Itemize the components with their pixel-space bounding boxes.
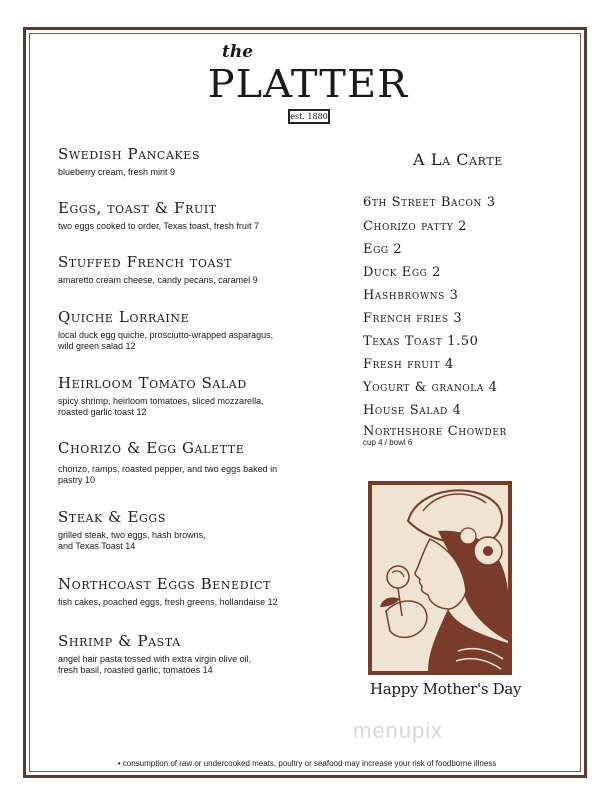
logo-est-badge: est. 1880 [288,109,330,124]
menu-item-title: Northcoast Eggs Benedict [58,575,272,593]
menu-item-title: Quiche Lorraine [58,308,190,326]
menu-item-title: Swedish Pancakes [58,145,201,163]
menu-item-desc: two eggs cooked to order, Texas toast, fresh fruit 7 [58,221,259,231]
menu-item-desc: fish cakes, poached eggs, fresh greens, hollandaise 12 [58,597,278,607]
chowder-note: cup 4 / bowl 6 [363,438,413,447]
menu-item-desc: angel hair pasta tossed with extra virgin olive oil, fresh basil, roasted garlic, tomatoes 14 [58,654,252,675]
a-la-carte-item: Texas Toast 1.50 [363,334,479,349]
menu-item [58,632,348,676]
menu-item-desc: spicy shrimp, heirloom tomatoes, sliced mozzarella, roasted garlic toast 12 [58,396,264,417]
menu-item-desc: amaretto cream cheese, candy pecans, caramel 9 [58,275,258,285]
a-la-carte-item: House Salad 4 [363,403,462,418]
menu-item [58,439,348,486]
menu-item [58,145,348,178]
logo-the: the [222,42,254,62]
menu-item-title: Heirloom Tomato Salad [58,374,247,392]
menu-item-desc: blueberry cream, fresh mint 9 [58,167,176,177]
food-safety-disclaimer: • consumption of raw or undercooked meats, poultry or seafood may increase your risk of foodborne illness [117,759,497,768]
a-la-carte-item: Duck Egg 2 [363,265,442,280]
a-la-carte-item: Yogurt & granola 4 [363,380,498,395]
a-la-carte-item: Hashbrowns 3 [363,288,459,303]
logo-name: PLATTER [207,62,409,106]
menu-item-desc: local duck egg quiche, prosciutto-wrapped asparagus, wild green salad 12 [58,330,274,351]
a-la-carte-item: Northshore Chowder [363,424,507,439]
menu-item-desc: chorizo, ramps, roasted pepper, and two eggs baked in pastry 10 [58,464,278,485]
menu-item-title: Shrimp & Pasta [58,632,181,650]
a-la-carte-item: Egg 2 [363,242,403,257]
menu-item [58,199,348,232]
menu-item [58,374,348,418]
menu-item [58,508,348,552]
a-la-carte-item: 6th Street Bacon 3 [363,195,496,210]
menu-item-title: Eggs, toast & Fruit [58,199,217,217]
menu-item [58,253,348,286]
menu-item [58,308,348,352]
menupix-watermark: menupix [353,718,444,743]
menu-item-title: Chorizo & Egg Galette [58,439,245,457]
restaurant-logo [208,40,408,130]
menu-item-title: Stuffed French toast [58,253,233,271]
a-la-carte-item: French fries 3 [363,311,463,326]
mothers-day-illustration [368,481,512,675]
a-la-carte-item: Chorizo patty 2 [363,219,468,234]
menu-item-desc: grilled steak, two eggs, hash browns, and Texas Toast 14 [58,530,206,551]
menu-item-title: Steak & Eggs [58,508,166,526]
menu-item [58,575,348,608]
a-la-carte-heading: A La Carte [413,150,503,169]
mothers-day-greeting: Happy Mother's Day [370,680,522,698]
a-la-carte-item: Fresh fruit 4 [363,357,454,372]
